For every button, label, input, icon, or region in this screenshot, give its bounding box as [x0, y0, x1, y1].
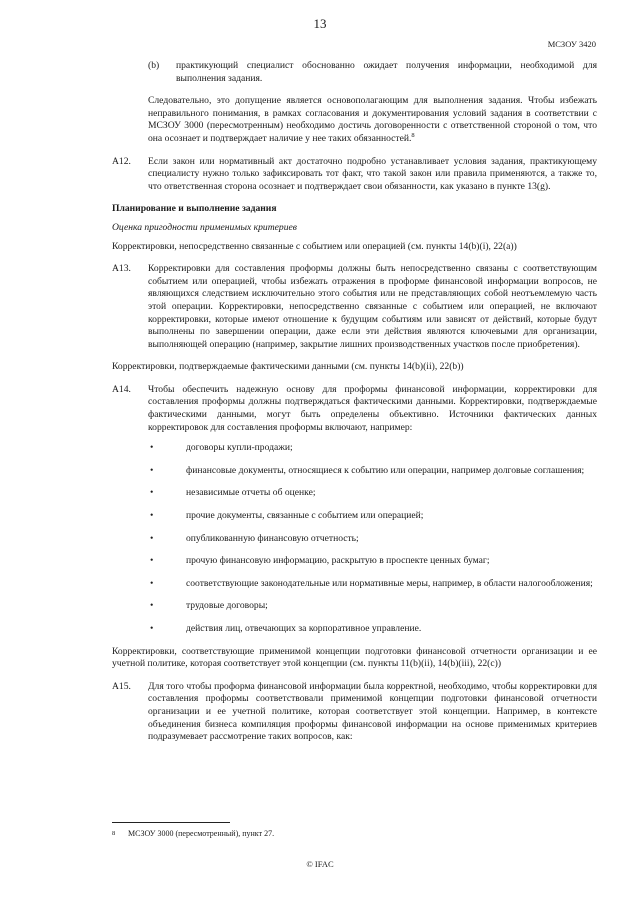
paragraph-a12 — [112, 156, 597, 194]
page-number: 13 — [313, 16, 327, 31]
paragraph-a13 — [112, 263, 597, 351]
list-item: • независимые отчеты об оценке; — [150, 487, 316, 499]
paragraph-text: Для того чтобы проформа финансовой информации была корректной, необходимо, чтобы корректировки для составления проформы соответствовали применимой концепции подготовки финансовой отчетности организации и ее учетной политике, которая соответствует этой концепции. Например, в контексте объединения бизнеса компиляция проформы финансовой информации на основе применимых критериев подразумевает рассмотрение таких вопросов, как: — [148, 680, 597, 743]
bullet-icon: • — [150, 577, 154, 589]
page-body — [112, 60, 597, 754]
list-item: • соответствующие законодательные или нормативные меры, например, в области налогообложения; — [150, 577, 593, 589]
list-item: • договоры купли-продажи; — [150, 442, 293, 454]
footnote-divider — [112, 822, 230, 823]
bullet-icon: • — [150, 442, 154, 454]
paragraph-label: A13. — [112, 263, 131, 275]
running-header: МСЗОУ 3420 — [547, 39, 596, 49]
list-item: • трудовые договоры; — [150, 600, 268, 612]
sub-paragraph-text: практикующий специалист обоснованно ожидает получения информации, необходимой для выполнения задания. — [176, 60, 597, 84]
footnote-text: МСЗОУ 3000 (пересмотренный), пункт 27. — [128, 829, 275, 838]
list-item: • действия лиц, отвечающих за корпоративное управление. — [150, 623, 422, 634]
bullet-icon: • — [150, 555, 154, 567]
paragraph-label: A15. — [112, 680, 131, 692]
subheading-directly-related: Корректировки, непосредственно связанные с событием или операцией (см. пункты 14(b)(i), 22(a)) — [112, 240, 517, 252]
consequently-text: Следовательно, это допущение является основополагающим для выполнения задания. Чтобы избежать неправильного понимания, в рамках согласования и документирования условий задания в соответствии с МСЗОУ 3000 (пересмотренным) необходимо достичь договоренности с ответственной стороной о том, что она осознает и подтверждает наличие у нее таких обязанностей. — [148, 95, 597, 144]
bullet-icon: • — [150, 532, 154, 544]
sub-paragraph-b — [112, 60, 597, 85]
subsection-heading: Оценка пригодности применимых критериев — [112, 221, 297, 233]
bullet-icon: • — [150, 464, 154, 476]
list-item: • опубликованную финансовую отчетность; — [150, 532, 359, 544]
section-heading: Планирование и выполнение задания — [112, 203, 277, 215]
bullet-icon: • — [150, 487, 154, 499]
list-item: • прочую финансовую информацию, раскрытую в проспекте ценных бумаг; — [150, 555, 490, 567]
bullet-icon: • — [150, 600, 154, 612]
sub-paragraph-label: (b) — [148, 60, 160, 71]
paragraph-text: Чтобы обеспечить надежную основу для проформы финансовой информации, корректировки для составления проформы должны подтверждаться фактическими данными. Корректировки, подтверждаемые фактическими данными, могут быть определены объективно. Источники фактических данных корректировок для составления проформы включают, например: — [148, 383, 597, 433]
paragraph-a14 — [112, 384, 597, 434]
footnote — [112, 828, 274, 841]
paragraph-a15 — [112, 681, 597, 744]
footnote-mark: 8 — [112, 830, 116, 837]
paragraph-text: Если закон или нормативный акт достаточно подробно устанавливает условия задания, практикующему специалисту нужно только зафиксировать тот факт, что такой закон или правила применяются, а также то, что ответственная сторона осознает и подтверждает свои обязанности, как указано в пункте 13(g). — [148, 155, 597, 192]
page-footer: © IFAC — [306, 859, 334, 869]
subheading-factually-supported: Корректировки, подтверждаемые фактическими данными (см. пункты 14(b)(ii), 22(b)) — [112, 361, 464, 373]
paragraph-label: A14. — [112, 383, 131, 395]
bullet-icon: • — [150, 510, 154, 522]
paragraph-label: A12. — [112, 155, 131, 167]
bullet-list — [148, 442, 597, 635]
bullet-icon: • — [150, 623, 154, 634]
paragraph-text: Корректировки для составления проформы должны быть непосредственно связаны с соответствующим событием или операцией, чтобы избежать отражения в проформе финансовой информации вопросов, не являющихся следствием исключительно этого события или не представляющих собой неотъемлемую часть этой операции. Корректировки, непосредственно связанные с событием или операцией, не включают корректировки, которые имеют отношение к будущим событиям или зависят от действий, которые будут выполнены по завершении операции, даже если эти действия являются ключевыми для организации, выполняющей операцию (например, закрытие лишних производственных участков после приобретения). — [148, 263, 597, 350]
list-item: • прочие документы, связанные с событием или операцией; — [150, 510, 424, 522]
footnote-reference[interactable]: 8 — [411, 131, 415, 139]
consequently-paragraph — [148, 95, 597, 145]
subheading-consistent-framework: Корректировки, соответствующие применимой концепции подготовки финансовой отчетности организации и ее учетной политике, которая соответствует этой концепции (см. пункты 11(b)(ii), 14(b)(iii), 22(c)) — [112, 645, 597, 670]
list-item: • финансовые документы, относящиеся к событию или операции, например долговые соглашения; — [150, 464, 585, 476]
